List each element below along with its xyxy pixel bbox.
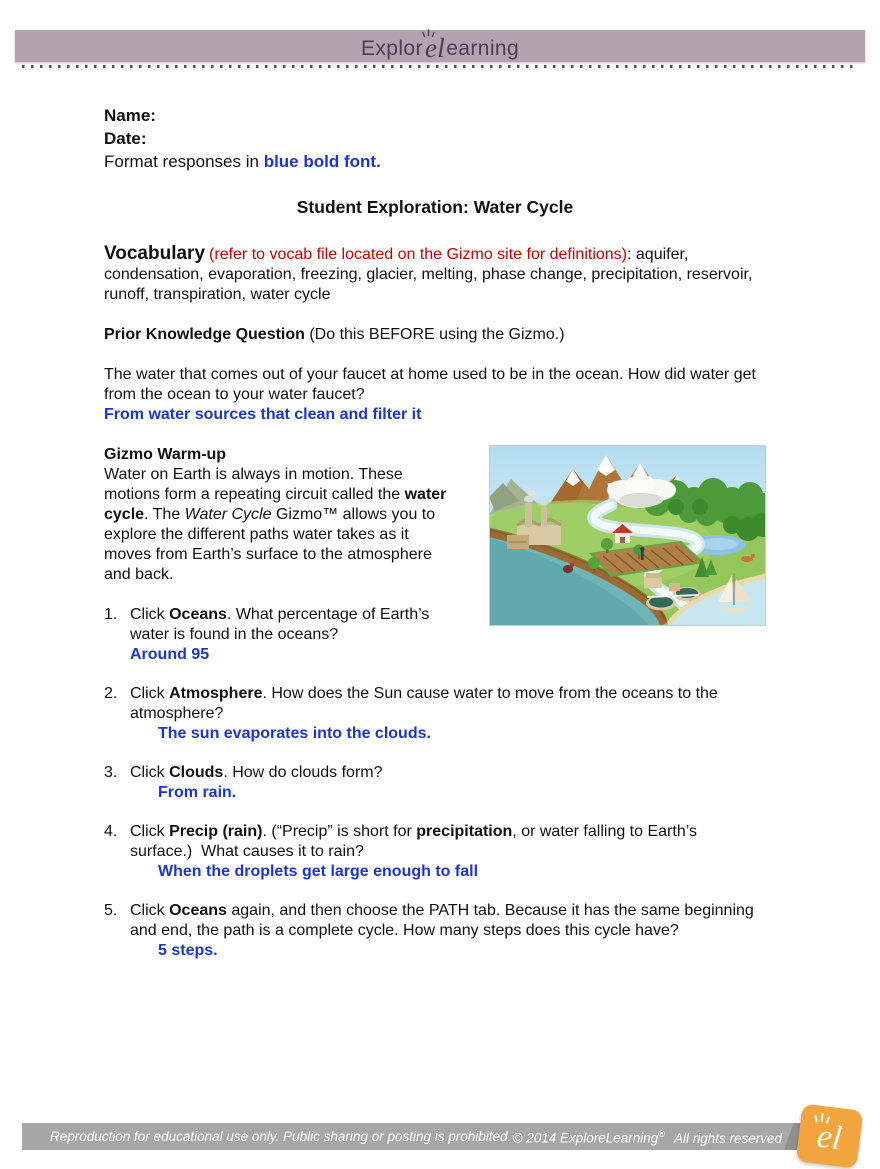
header-banner — [15, 30, 865, 62]
logo-el-script: el — [425, 35, 445, 62]
logo-text-suffix: earning — [446, 36, 520, 60]
question-number-3: 3. — [104, 764, 118, 781]
date-label[interactable]: Date: — [104, 129, 147, 148]
question-text-1: Click Oceans. What percentage of Earth’s water is found in the oceans? — [130, 606, 430, 643]
warmup-section — [104, 445, 766, 665]
worksheet-body — [104, 104, 766, 961]
question-number-2: 2. — [104, 685, 118, 702]
registered-mark: ® — [658, 1129, 665, 1140]
format-highlight: blue bold font. — [263, 152, 381, 171]
question-number-4: 4. — [104, 823, 118, 840]
prior-knowledge-question: The water that comes out of your faucet at home used to be in the ocean. How did water get from the ocean to your water faucet? — [104, 366, 756, 403]
sparkle-icon — [814, 1110, 831, 1125]
vocabulary-heading: Vocabulary — [104, 243, 206, 264]
answer-field-1[interactable]: Around 95 — [130, 646, 210, 663]
question-item-3 — [104, 763, 766, 803]
warmup-text-column — [104, 445, 456, 665]
warmup-paragraph: Water on Earth is always in motion. These motions form a repeating circuit called the water cycle. The Water Cycle Gizmo™ allows you to explore the different paths water takes as it moves from Earth’s surface to the atmosphere and back. — [104, 466, 447, 583]
sparkle-icon — [422, 28, 435, 38]
question-text-2: Click Atmosphere. How does the Sun cause water to move from the oceans to the atmosphere? — [130, 685, 718, 722]
question-item-5 — [104, 901, 766, 961]
question-number-5: 5. — [104, 902, 118, 919]
page-header — [0, 30, 880, 68]
logo-text-prefix: Explor — [360, 36, 423, 60]
question-item-4 — [104, 822, 766, 882]
question-item-2 — [104, 684, 766, 744]
prior-knowledge-answer[interactable]: From water sources that clean and filter it — [104, 406, 422, 423]
question-text-5: Click Oceans again, and then choose the PATH tab. Because it has the same beginning and end, the path is a complete cycle. How many steps does this cycle have? — [130, 902, 754, 939]
answer-field-2[interactable]: The sun evaporates into the clouds. — [158, 725, 431, 742]
answer-field-5[interactable]: 5 steps. — [158, 942, 218, 959]
el-logo-badge — [796, 1103, 864, 1168]
answer-field-4[interactable]: When the droplets get large enough to fall — [158, 863, 479, 880]
page-title: Student Exploration: Water Cycle — [296, 197, 574, 217]
footer-bar — [22, 1123, 812, 1150]
vocabulary-terms: aquifer, condensation, evaporation, freezing, glacier, melting, phase change, precipitation, reservoir, runoff, transpiration, water cycle — [104, 246, 753, 303]
water-cycle-illustration — [489, 445, 766, 626]
question-number-1: 1. — [104, 606, 118, 623]
warmup-heading: Gizmo Warm-up — [104, 446, 227, 463]
question-item-1 — [104, 605, 456, 665]
question-text-4: Click Precip (rain). (“Precip” is short for precipitation, or water falling to Earth’s surface.) What causes it to rain? — [130, 823, 697, 860]
explorelearning-logo — [360, 32, 520, 63]
dotted-divider — [22, 65, 858, 68]
answer-field-3[interactable]: From rain. — [158, 784, 237, 801]
vocabulary-note: (refer to vocab file located on the Gizmo site for definitions) — [209, 246, 628, 263]
footer-reproduction-notice: Reproduction for educational use only. Public sharing or posting is prohibited. — [50, 1128, 512, 1144]
vocabulary-paragraph: Vocabulary (refer to vocab file located on the Gizmo site for definitions): aquifer, condensation, evaporation, freezing, glacier, melting, phase change, precipitation, reservoir, runoff, transpiration, water cycle — [104, 243, 753, 303]
format-instruction: Format responses in blue bold font. — [104, 152, 381, 171]
prior-knowledge-heading: Prior Knowledge Question (Do this BEFORE using the Gizmo.) — [104, 326, 565, 343]
question-text-3: Click Clouds. How do clouds form? — [130, 764, 383, 781]
el-logo-script: el — [815, 1120, 844, 1157]
name-label[interactable]: Name: — [104, 106, 156, 125]
student-info-block — [104, 104, 766, 173]
footer-copyright: © 2014 ExploreLearning® All rights reserved — [512, 1129, 782, 1146]
